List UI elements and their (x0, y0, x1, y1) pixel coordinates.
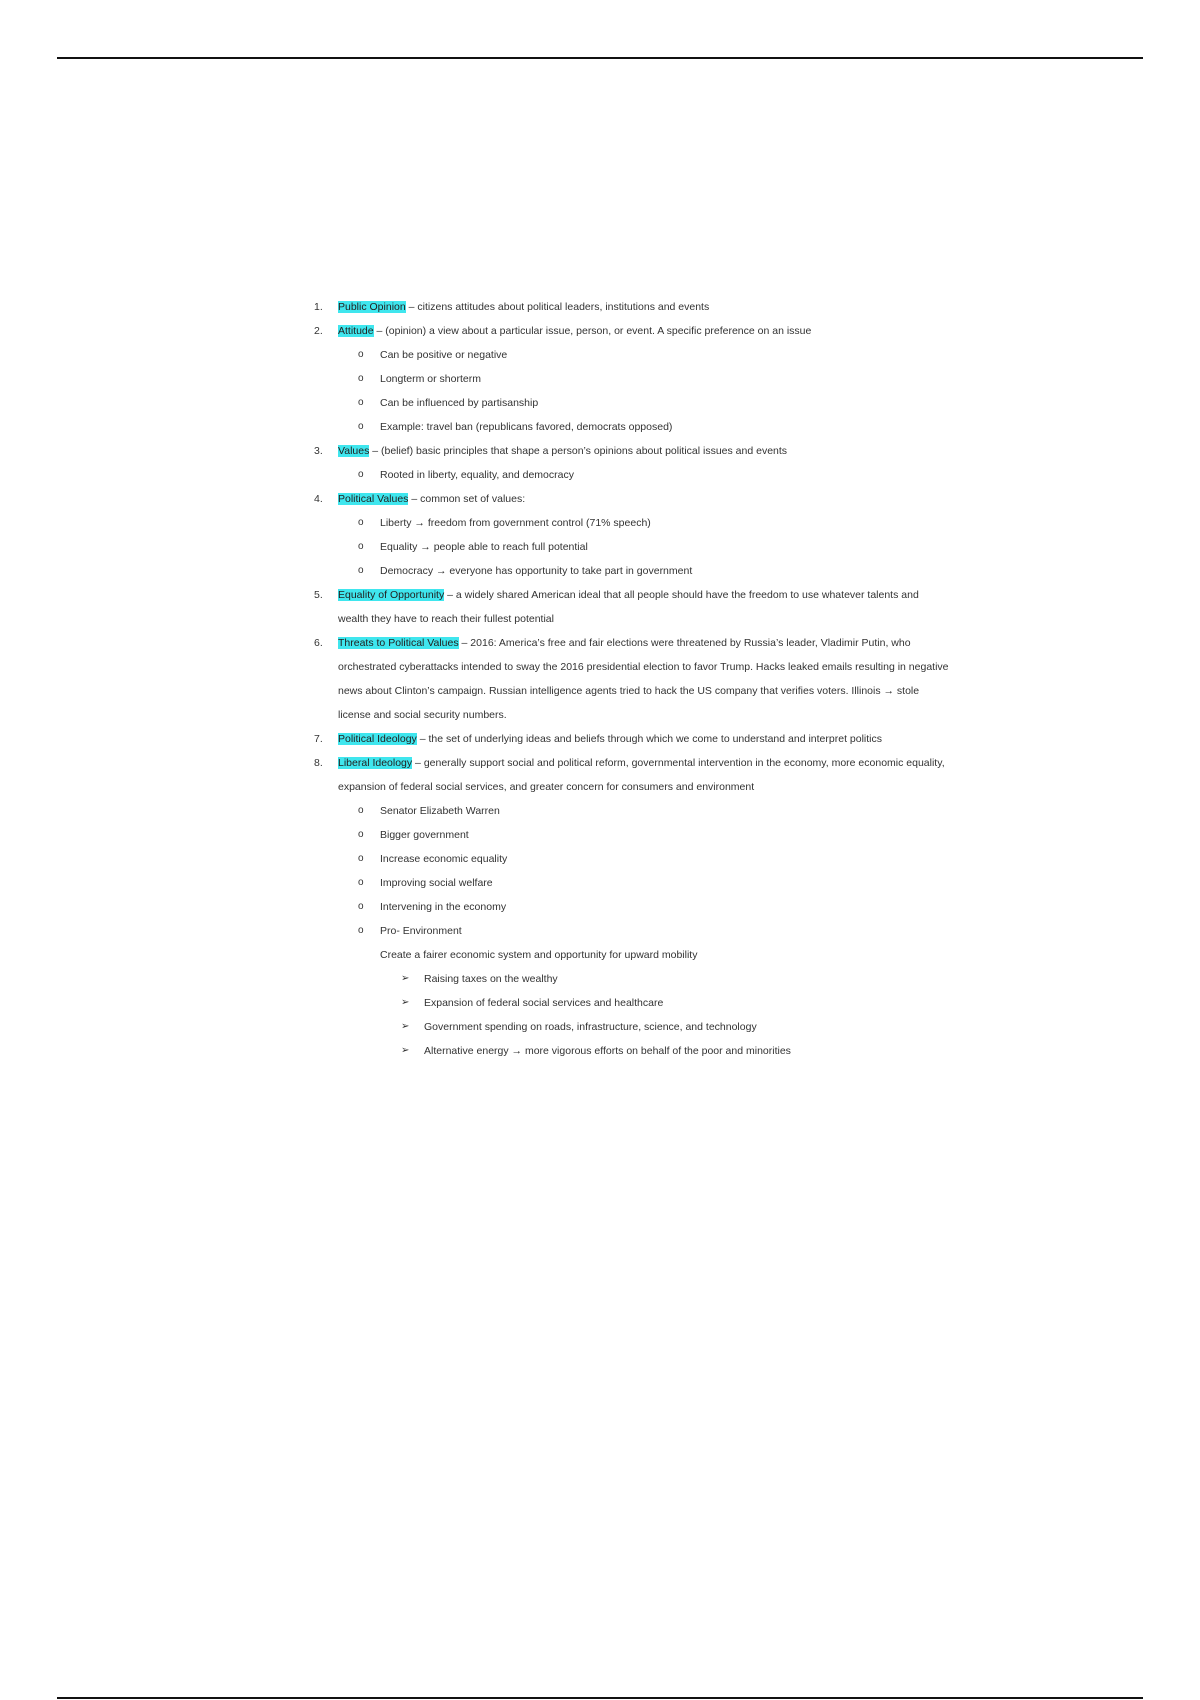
footer-rule (57, 1697, 1143, 1699)
highlighted-term: Political Ideology (338, 733, 417, 745)
highlighted-term: Threats to Political Values (338, 637, 459, 649)
arrow-item (310, 1015, 950, 1039)
sub-item (310, 559, 950, 583)
circle-bullet-icon: o (358, 517, 364, 528)
highlighted-term: Equality of Opportunity (338, 589, 445, 601)
sub-item-text: Senator Elizabeth Warren (380, 805, 500, 817)
sub-item-text: Example: travel ban (republicans favored, democrats opposed) (380, 421, 673, 433)
sub-item-text: Democracy → everyone has opportunity to take part in government (380, 565, 693, 577)
arrow-bullet-icon: ➢ (401, 1021, 410, 1032)
sub-item-text: Pro- Environment (380, 925, 462, 937)
sub-item (310, 511, 950, 535)
item-number: 6. (314, 637, 323, 649)
sub-item (310, 391, 950, 415)
item-number: 5. (314, 589, 323, 601)
sub-item (310, 919, 950, 943)
sub-item (310, 463, 950, 487)
highlighted-term: Political Values (338, 493, 409, 505)
sub-item (310, 847, 950, 871)
sub-item (310, 871, 950, 895)
circle-bullet-icon: o (358, 373, 364, 384)
circle-bullet-icon: o (358, 565, 364, 576)
header-rule (57, 57, 1143, 59)
sub-item-text: Can be positive or negative (380, 349, 508, 361)
item-definition: – (belief) basic principles that shape a person’s opinions about political issues and events (369, 445, 788, 457)
circle-bullet-icon: o (358, 877, 364, 888)
sub-item (310, 367, 950, 391)
item-number: 4. (314, 493, 323, 505)
arrow-item-text: Raising taxes on the wealthy (424, 973, 558, 985)
circle-bullet-icon: o (358, 349, 364, 360)
list-item-attitude (310, 319, 950, 343)
sub-item (310, 823, 950, 847)
circle-bullet-icon: o (358, 421, 364, 432)
sub-item (310, 343, 950, 367)
document-body (310, 295, 950, 1063)
sub-item-text: Increase economic equality (380, 853, 508, 865)
circle-bullet-icon: o (358, 397, 364, 408)
arrow-item-text: Expansion of federal social services and healthcare (424, 997, 664, 1009)
sub-item (310, 535, 950, 559)
arrow-bullet-icon: ➢ (401, 973, 410, 984)
list-item-liberal-ideology (310, 751, 950, 799)
circle-bullet-icon: o (358, 469, 364, 480)
highlighted-term: Public Opinion (338, 301, 406, 313)
list-item-public-opinion (310, 295, 950, 319)
arrow-item (310, 967, 950, 991)
sub-item-text: Longterm or shorterm (380, 373, 481, 385)
sub-item-text: Can be influenced by partisanship (380, 397, 539, 409)
highlighted-term: Attitude (338, 325, 374, 337)
list-item-values (310, 439, 950, 463)
sub-item-text: Rooted in liberty, equality, and democracy (380, 469, 574, 481)
item-definition: – (opinion) a view about a particular issue, person, or event. A specific preference on an issue (373, 325, 812, 337)
sub-item-text: Liberty → freedom from government control (71% speech) (380, 517, 651, 529)
circle-bullet-icon: o (358, 805, 364, 816)
item-number: 3. (314, 445, 323, 457)
sub-item (310, 895, 950, 919)
arrow-bullet-icon: ➢ (401, 1045, 410, 1056)
arrow-item-text: Alternative energy → more vigorous efforts on behalf of the poor and minorities (424, 1045, 791, 1057)
list-item-political-values (310, 487, 950, 511)
list-item-threats (310, 631, 950, 727)
item-definition: – a widely shared American ideal that all people should have the freedom to use whatever talents and wealth they have to reach their fullest potential (338, 589, 919, 625)
item-number: 2. (314, 325, 323, 337)
sub-item-text: Bigger government (380, 829, 469, 841)
circle-bullet-icon: o (358, 541, 364, 552)
list-item-equality-of-opportunity (310, 583, 950, 631)
arrow-item-text: Government spending on roads, infrastructure, science, and technology (424, 1021, 757, 1033)
arrow-item (310, 1039, 950, 1063)
circle-bullet-icon: o (358, 925, 364, 936)
item-definition: – citizens attitudes about political leaders, institutions and events (405, 301, 710, 313)
item-definition: – the set of underlying ideas and beliefs through which we come to understand and interpret politics (416, 733, 882, 745)
item-number: 8. (314, 757, 323, 769)
highlighted-term: Liberal Ideology (338, 757, 413, 769)
sub-item (310, 799, 950, 823)
circle-bullet-icon: o (358, 901, 364, 912)
arrow-item (310, 991, 950, 1015)
item-definition: – common set of values: (408, 493, 526, 505)
list-item-political-ideology (310, 727, 950, 751)
circle-bullet-icon: o (358, 853, 364, 864)
item-definition: – 2016: America’s free and fair elections were threatened by Russia’s leader, Vladimir Putin, who orchestrated cyberattacks intended to sway the 2016 presidential election to favor Trump. Hacks leaked emails resulting in negative news about Clinton’s campaign. Russian intelligence agents tried to hack the US company that verifies voters. Illinois → stole license and social security numbers. (338, 637, 949, 721)
highlighted-term: Values (338, 445, 370, 457)
sub-item-text: Equality → people able to reach full potential (380, 541, 588, 553)
item-number: 1. (314, 301, 323, 313)
circle-bullet-icon: o (358, 829, 364, 840)
sub-item-text: Improving social welfare (380, 877, 493, 889)
sub-item-text: Intervening in the economy (380, 901, 507, 913)
item-number: 7. (314, 733, 323, 745)
liberal-note: Create a fairer economic system and opportunity for upward mobility (380, 949, 698, 961)
item-definition: – generally support social and political reform, governmental intervention in the economy, more economic equality, expansion of federal social services, and greater concern for consumers and environment (338, 757, 945, 793)
sub-item (310, 415, 950, 439)
arrow-bullet-icon: ➢ (401, 997, 410, 1008)
